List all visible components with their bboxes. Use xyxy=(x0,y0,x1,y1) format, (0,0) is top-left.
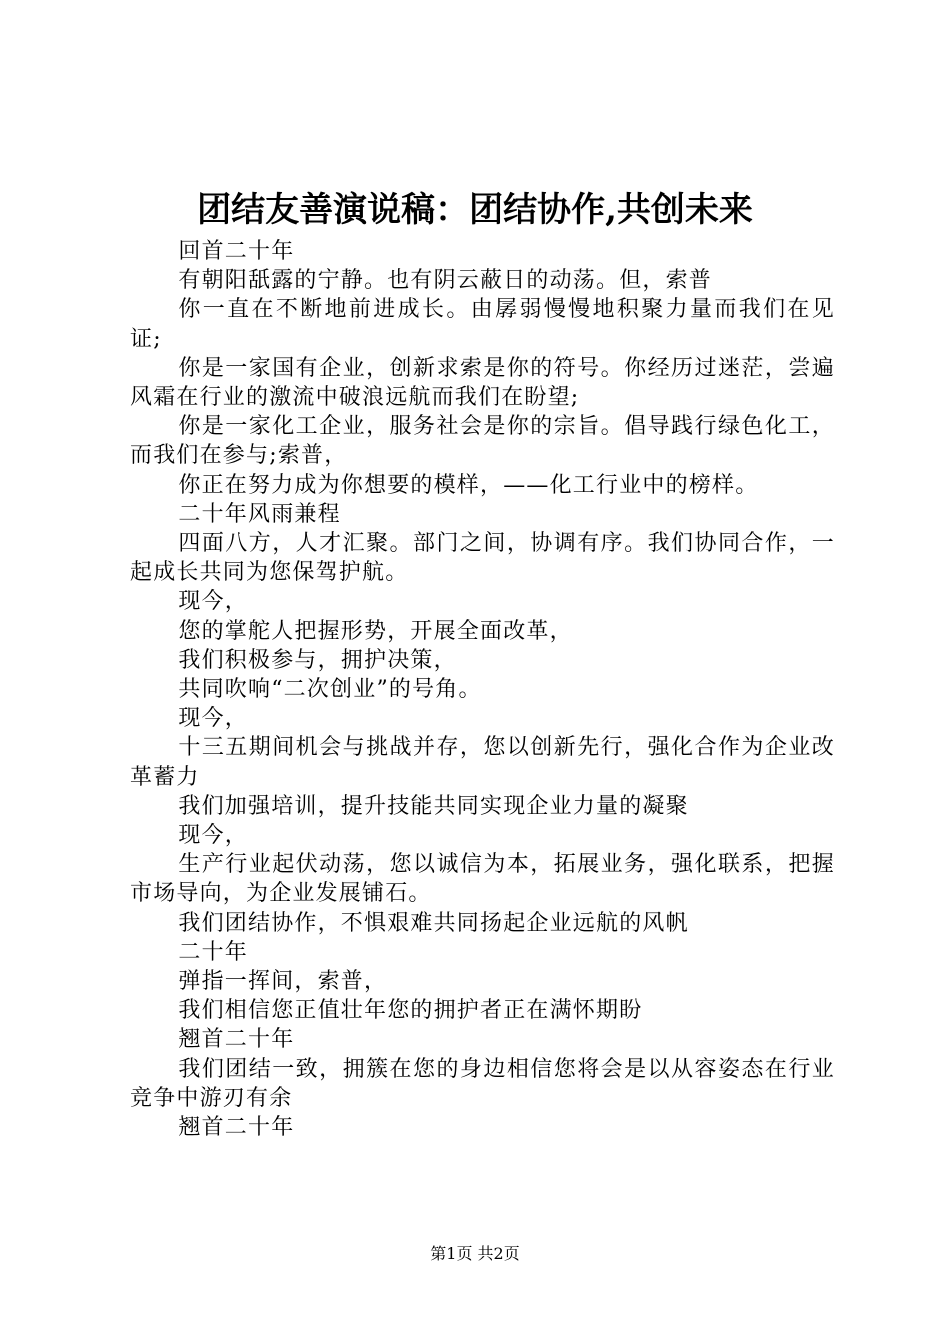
paragraph: 你一直在不断地前进成长。由孱弱慢慢地积聚力量而我们在见证; xyxy=(130,297,835,352)
paragraph: 我们相信您正值壮年您的拥护者正在满怀期盼 xyxy=(178,998,643,1024)
paragraph: 回首二十年 xyxy=(178,239,295,264)
paragraph: 我们团结一致，拥簇在您的身边相信您将会是以从容姿态在行业竞争中游刃有余 xyxy=(130,1056,835,1111)
paragraph: 现今， xyxy=(178,706,248,732)
paragraph: 我们团结协作，不惧艰难共同扬起企业远航的风帆 xyxy=(178,910,689,936)
paragraph: 翘首二十年 xyxy=(178,1027,295,1053)
paragraph: 生产行业起伏动荡，您以诚信为本，拓展业务，强化联系，把握市场导向，为企业发展铺石。 xyxy=(130,852,835,907)
paragraph: 现今， xyxy=(178,823,248,849)
paragraph: 十三五期间机会与挑战并存，您以创新先行，强化合作为企业改革蓄力 xyxy=(130,735,835,790)
paragraph: 共同吹响“二次创业”的号角。 xyxy=(178,677,482,703)
paragraph: 我们加强培训，提升技能共同实现企业力量的凝聚 xyxy=(178,793,689,819)
paragraph: 现今， xyxy=(178,589,248,615)
paragraph: 我们积极参与，拥护决策， xyxy=(178,647,457,673)
paragraph: 有朝阳舐露的宁静。也有阴云蔽日的动荡。但，索普 xyxy=(178,268,712,294)
paragraph: 你是一家化工企业，服务社会是你的宗旨。倡导践行绿色化工，而我们在参与;索普， xyxy=(130,414,835,469)
paragraph: 二十年风雨兼程 xyxy=(178,501,341,527)
document-title: 团结友善演说稿：团结协作,共创未来 xyxy=(197,190,753,230)
paragraph: 您的掌舵人把握形势，开展全面改革， xyxy=(178,618,573,644)
paragraph: 你正在努力成为你想要的模样，——化工行业中的榜样。 xyxy=(178,472,759,498)
paragraph: 你是一家国有企业，创新求索是你的符号。你经历过迷茫，尝遍风霜在行业的激流中破浪远航而我们在盼望; xyxy=(130,355,835,411)
paragraph: 弹指一挥间，索普， xyxy=(178,969,388,995)
paragraph: 二十年 xyxy=(178,939,248,965)
paragraph: 翘首二十年 xyxy=(178,1115,295,1141)
document-body xyxy=(130,237,835,1142)
paragraph: 四面八方，人才汇聚。部门之间，协调有序。我们协同合作，一起成长共同为您保驾护航。 xyxy=(130,531,835,586)
page-number-footer: 第1页 共2页 xyxy=(430,1244,520,1263)
